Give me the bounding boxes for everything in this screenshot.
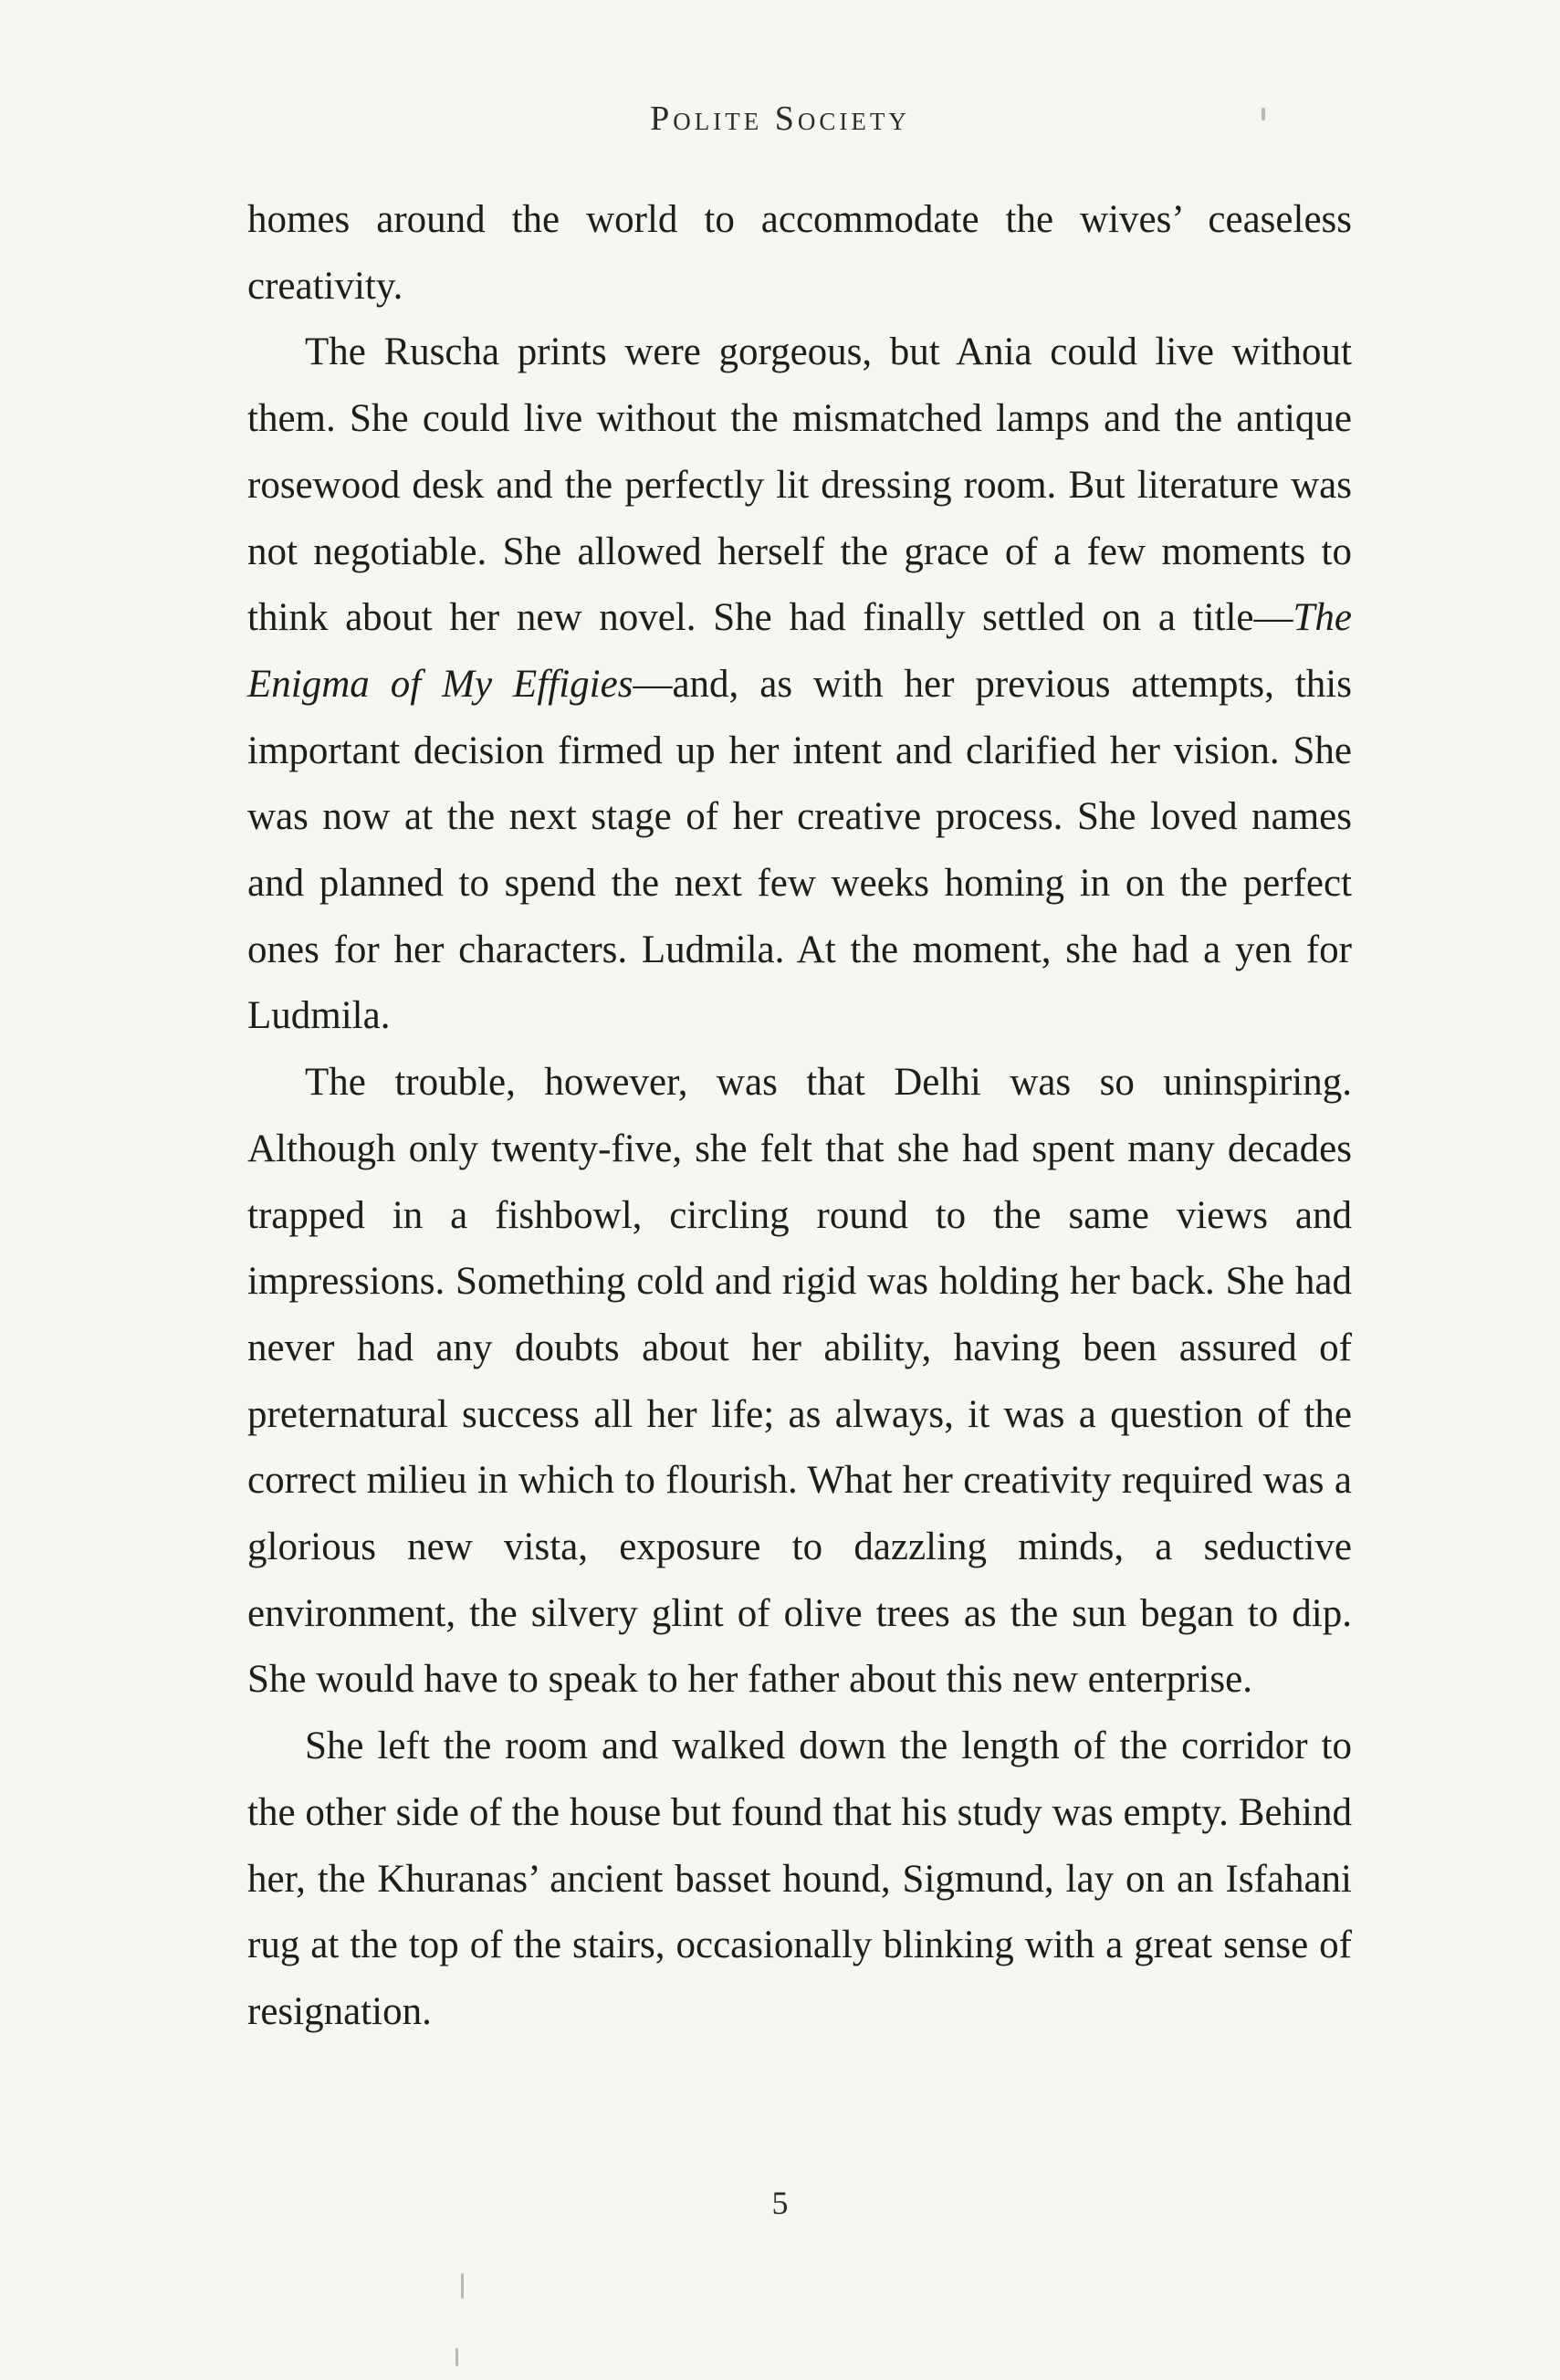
scan-speck: [461, 2273, 464, 2299]
scan-speck: [1262, 108, 1265, 121]
novel-title: The Enigma of My Effigies: [247, 596, 1352, 706]
paragraph-2: [247, 320, 1352, 1050]
paragraph-4: [247, 1714, 1352, 2046]
running-head: Polite Society: [650, 100, 910, 138]
paragraph-1-text: homes around the world to accommodate the wives’ ceaseless creativity.: [247, 198, 1352, 308]
paragraph-3-text: The trouble, however, was that Delhi was so uninspiring. Although only twenty-five, she felt that she had spent many decades trapped in a fishbowl, circling round to the same views and impressions. Something cold and rigid was holding her back. She had never had any doubts about her ability, having been assured of preternatural success all her life; as always, it was a question of the correct milieu in which to flourish. What her creativity required was a glorious new vista, exposure to dazzling minds, a seductive environment, the silvery glint of olive trees as the sun began to dip. She would have to speak to her father about this new enterprise.: [247, 1061, 1352, 1702]
paragraph-2-text-end: —and, as with her previous attempts, this important decision firmed up her intent and clarified her vision. She was now at the next stage of her creative process. She loved names and planned to spend the next few weeks homing in on the perfect ones for her characters. Ludmila. At the moment, she had a yen for Ludmila.: [247, 662, 1352, 1038]
body-text: [247, 187, 1352, 2046]
paragraph-2-text-start: The Ruscha prints were gorgeous, but Ania could live without them. She could live without the mismatched lamps and the antique rosewood desk and the perfectly lit dressing room. But literature was not negotiable. She allowed herself the grace of a few moments to think about her new novel. She had finally settled on a title—: [247, 330, 1352, 640]
paragraph-1: [247, 187, 1352, 320]
scan-speck: [455, 2348, 458, 2366]
paragraph-3: [247, 1050, 1352, 1714]
page-number: 5: [771, 2185, 789, 2221]
paragraph-4-text: She left the room and walked down the length of the corridor to the other side of the house but found that his study was empty. Behind her, the Khuranas’ ancient basset hound, Sigmund, lay on an Isfahani rug at the top of the stairs, occasionally blinking with a great sense of resignation.: [247, 1725, 1352, 2033]
